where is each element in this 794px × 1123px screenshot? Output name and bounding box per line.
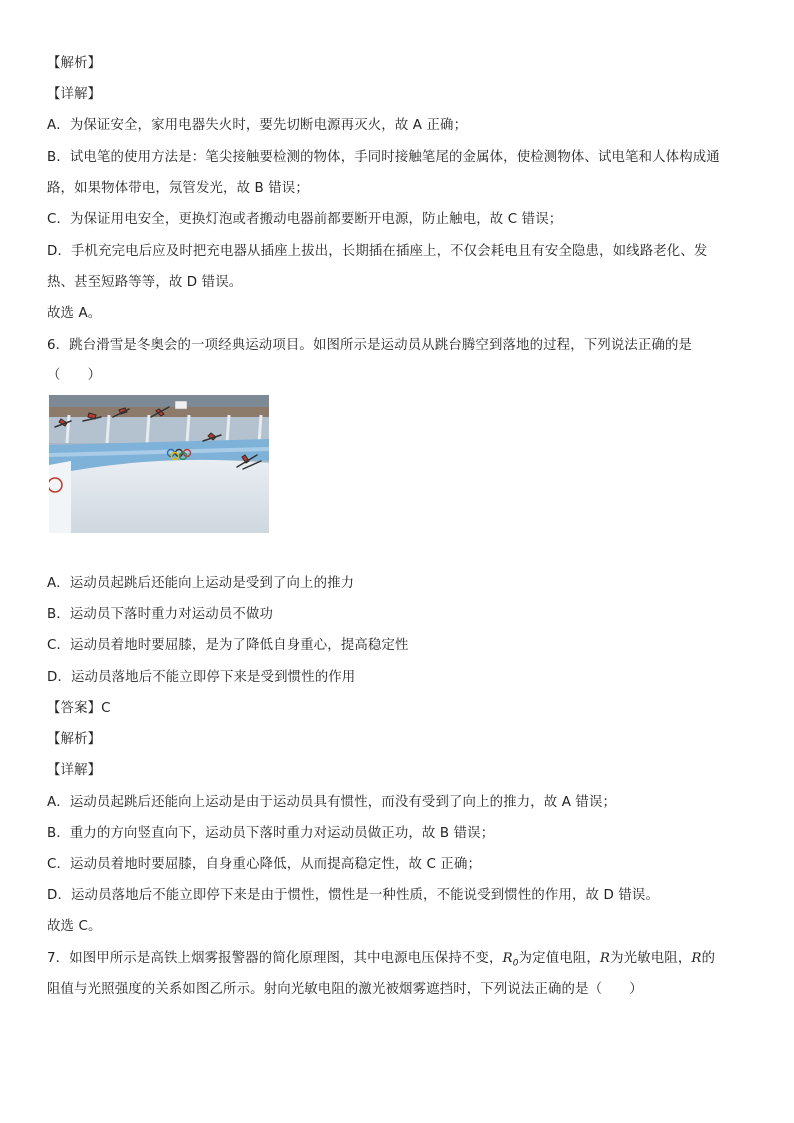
detail-c: C．运动员着地时要屈膝，自身重心降低，从而提高稳定性，故 C 正确； [47,857,482,872]
question-6-blank: （ ） [47,368,102,383]
q7-text-d: 的 [701,951,716,966]
answer-choice: 故选 A。 [47,306,102,321]
question-7-stem-line2: 阻值与光照强度的关系如图乙所示。射向光敏电阻的激光被烟雾遮挡时，下列说法正确的是（ ） [47,982,643,997]
option-b: B．运动员下落时重力对运动员不做功 [47,607,273,622]
q7-text-a: 7．如图甲所示是高铁上烟雾报警器的简化原理图，其中电源电压保持不变， [47,951,503,966]
explanation-d-part2: 热、甚至短路等等，故 D 错误。 [47,275,243,290]
analysis-heading: 【解析】 [47,56,102,71]
q7-text-c: 为光敏电阻， [610,951,692,966]
ski-jump-photo-icon [49,395,269,533]
detail-a: A．运动员起跳后还能向上运动是由于运动员具有惯性，而没有受到了向上的推力，故 A 错误； [47,795,617,810]
option-c: C．运动员着地时要屈膝，是为了降低自身重心，提高稳定性 [47,638,409,653]
r-symbol-1: R [599,951,611,966]
option-a: A．运动员起跳后还能向上运动是受到了向上的推力 [47,576,355,591]
detail-heading: 【详解】 [47,87,102,102]
detail-heading-2: 【详解】 [47,763,102,778]
question-6-stem: 6．跳台滑雪是冬奥会的一项经典运动项目。如图所示是运动员从跳台腾空到落地的过程，下列说法正确的是 [47,338,693,353]
detail-b: B．重力的方向竖直向下，运动员下落时重力对运动员做正功，故 B 错误； [47,826,495,841]
explanation-c: C．为保证用电安全，更换灯泡或者搬动电器前都要断开电源，防止触电，故 C 错误； [47,212,563,227]
detail-d: D．运动员落地后不能立即停下来是由于惯性，惯性是一种性质，不能说受到惯性的作用，故 D 错误。 [47,888,659,903]
r-symbol-2: R [691,951,702,966]
explanation-d-part1: D．手机充完电后应及时把充电器从插座上拔出，长期插在插座上，不仅会耗电且有安全隐患，如线路老化、发 [47,244,708,259]
q7-text-b: 为定值电阻， [518,951,600,966]
r0-subscript: 0 [512,958,519,969]
answer-label: 【答案】C [47,701,111,716]
analysis-heading-2: 【解析】 [47,732,102,747]
answer-choice-2: 故选 C。 [47,919,102,934]
explanation-a: A．为保证安全，家用电器失火时，要先切断电源再灭火，故 A 正确； [47,118,468,133]
explanation-b-part1: B．试电笔的使用方法是：笔尖接触要检测的物体，手同时接触笔尾的金属体，使检测物体、试电笔和人体构成通 [47,150,720,165]
ski-jump-photo [49,395,269,533]
r0-symbol: R [502,951,513,966]
question-7-stem-line1 [47,950,715,973]
explanation-b-part2: 路，如果物体带电，氖管发光，故 B 错误； [47,181,309,196]
option-d: D．运动员落地后不能立即停下来是受到惯性的作用 [47,670,356,685]
